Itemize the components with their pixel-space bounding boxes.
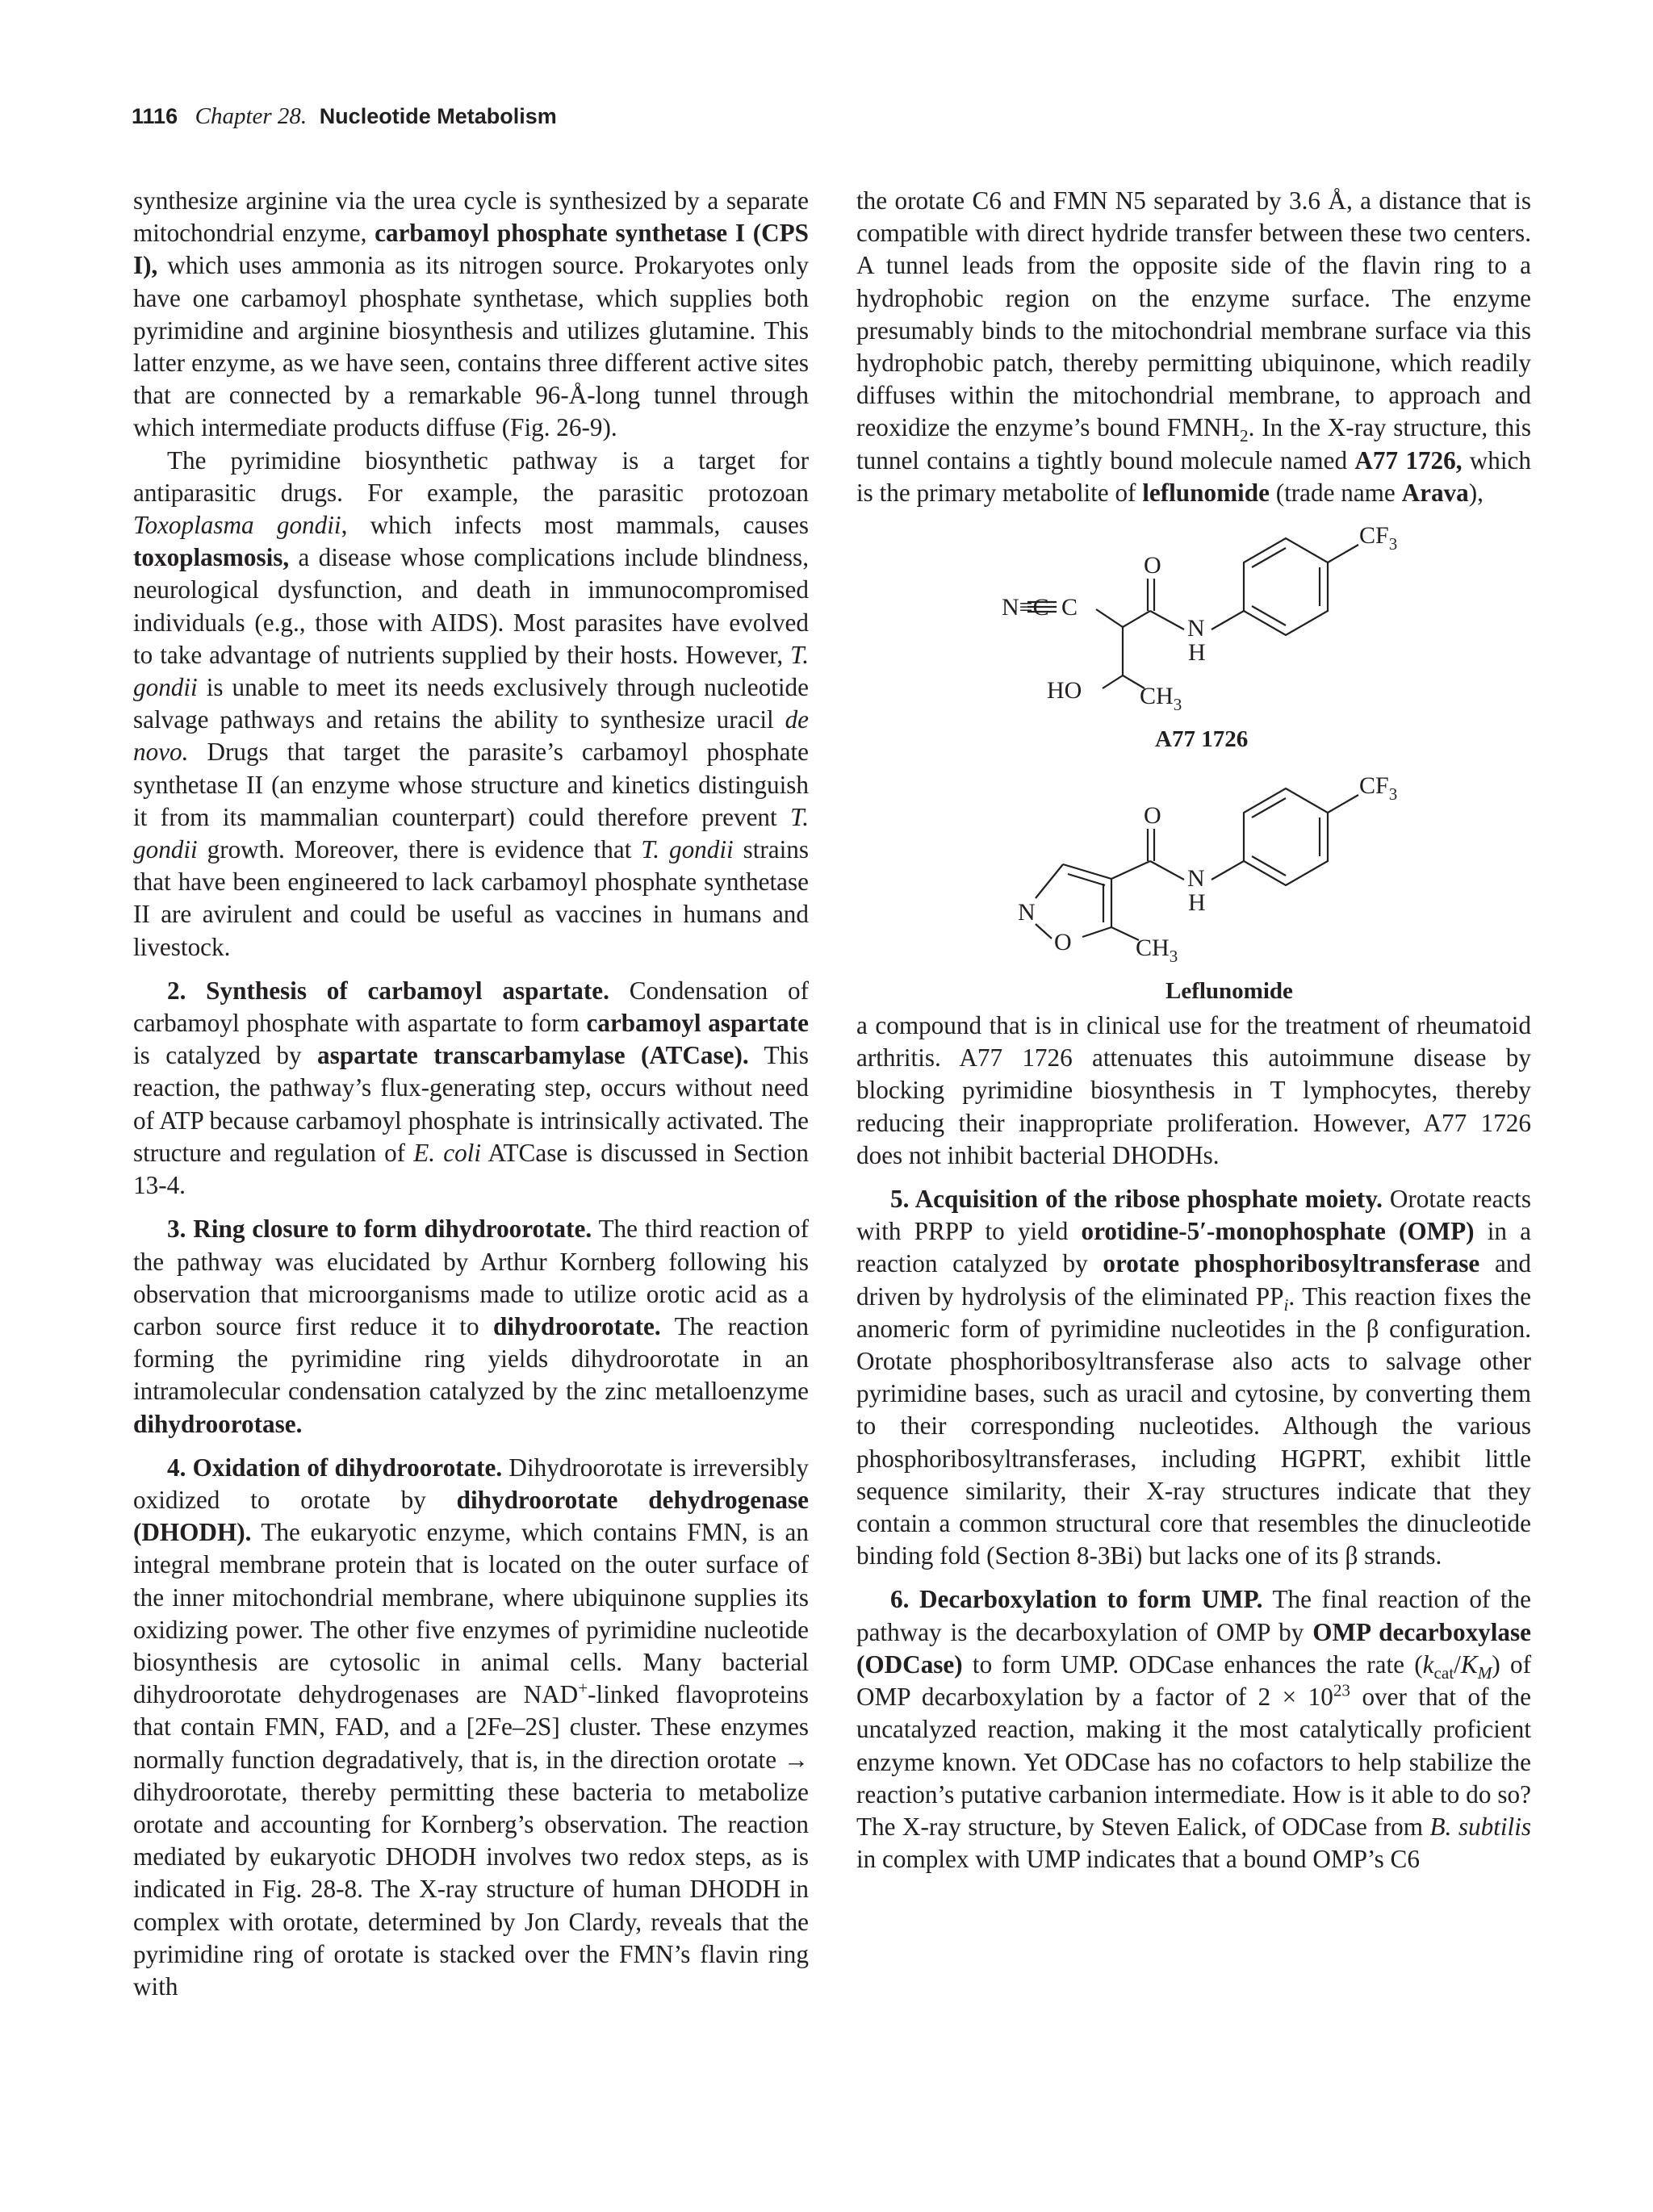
left-column [133, 185, 809, 2003]
running-header [132, 103, 557, 130]
structure-a77-1726 [856, 509, 1531, 759]
amide-n-label: N [1187, 615, 1205, 642]
paragraph: 2. Synthesis of carbamoyl aspartate. Condensation of carbamoyl phosphate with aspartate to form carbamoyl aspartate is catalyzed by aspartate transcarbamylase (ATCase). This reaction, the pathway’s flux-generating step, occurs without need of ATP because carbamoyl phosphate is intrinsically activated. The structure and regulation of E. coli ATCase is discussed in Section 13-4. [133, 976, 810, 1200]
page-number: 1116 [132, 104, 178, 128]
paragraph: 5. Acquisition of the ribose phosphate moiety. Orotate reacts with PRPP to yield orotidine-5′-monophosphate (OMP) in a reaction catalyzed by orotate phosphoribosyltransferase and driven by hydrolysis of the eliminated $PP_i$. This reaction fixes the anomeric form of pyrimidine nucleotides in the β configuration. Orotate phosphoribosyltransferase also acts to salvage other pyrimidine bases, such as uracil and cytosine, by converting them to their corresponding nucleotides. Although the various phosphoribosyltransferases, including HGPRT, exhibit little sequence similarity, their X-ray structures indicate that they contain a common structural core that resembles the dinucleotide binding fold (Section 8-3Bi) but lacks one of its β strands. [856, 1185, 1532, 1570]
paragraph: 4. Oxidation of dihydroorotate. Dihydroorotate is irreversibly oxidized to orotate by dihydroorotate dehydrogenase (DHODH). The eukaryotic enzyme, which contains FMN, is an integral membrane protein that is located on the outer surface of the inner mitochondrial membrane, where ubiquinone supplies its oxidizing power. The other five enzymes of pyrimidine nucleotide biosynthesis are cytosolic in animal cells. Many bacterial dihydroorotate dehydrogenases are NAD+-linked flavoproteins that contain FMN, FAD, and a [2Fe–2S] cluster. These enzymes normally function degradatively, that is, in the direction orotate → dihydroorotate, thereby permitting these bacteria to metabolize orotate and accounting for Kornberg’s observation. The reaction mediated by eukaryotic DHODH involves two redox steps, as is indicated in Fig. 28-8. The X-ray structure of human DHODH in complex with orotate, determined by Jon Clardy, reveals that the pyrimidine ring of orotate is stacked over the FMN’s flavin ring with [133, 1453, 810, 2001]
right-column [856, 185, 1531, 1875]
paragraph: synthesize arginine via the urea cycle is synthesized by a separate mitochondrial enzyme, carbamoyl phosphate synthetase I (CPS I), which uses ammonia as its nitrogen source. Prokaryotes only have one carbamoyl phosphate synthetase, which supplies both pyrimidine and arginine biosynthesis and utilizes glutamine. This latter enzyme, as we have seen, contains three different active sites that are connected by a remarkable 96-Å-long tunnel through which intermediate products diffuse (Fig. 26-9). [133, 186, 809, 442]
cf3-label: $CF_3$ [1359, 522, 1398, 554]
leflunomide-diagram [856, 759, 1531, 1010]
carbonyl-o-label: O [1144, 552, 1161, 579]
methyl-label: $CH_3$ [1136, 935, 1178, 967]
paragraph: 6. Decarboxylation to form UMP. The final reaction of the pathway is the decarboxylation of OMP by OMP decarboxylase (ODCase) to form UMP. ODCase enhances the rate $(k_{cat}/K_M)$ of OMP decarboxylation by a factor of $2 \times 10^{23}$ over that of the uncatalyzed reaction, making it the most catalytically proficient enzyme known. Yet ODCase has no cofactors to help stabilize the reaction’s putative carbanion intermediate. How is it able to do so? The X-ray structure, by Steven Ealick, of ODCase from B. subtilis in complex with UMP indicates that a bound OMP’s C6 [856, 1585, 1532, 1874]
paragraph: the orotate C6 and FMN N5 separated by 3.6 Å, a distance that is compatible with direct hydride transfer between these two centers. A tunnel leads from the opposite side of the flavin ring to a hydrophobic region on the enzyme surface. The enzyme presumably binds to the mitochondrial membrane surface via this hydrophobic patch, thereby permitting ubiquinone, which readily diffuses within the mitochondrial membrane, to approach and reoxidize the enzyme’s bound $FMNH_2$. In the X-ray structure, this tunnel contains a tightly bound molecule named A77 1726, which is the primary metabolite of leflunomide (trade name Arava), [856, 186, 1532, 507]
leflunomide-caption: Leflunomide [1165, 978, 1293, 1005]
amide-h-label: H [1188, 639, 1206, 667]
nitrile-label: N≡C [1002, 594, 1049, 621]
paragraph: The pyrimidine biosynthetic pathway is a target for antiparasitic drugs. For example, the parasitic protozoan Toxoplasma gondii, which infects most mammals, causes toxoplasmosis, a disease whose complications include blindness, neurological dysfunction, and death in immunocompromised individuals (e.g., those with AIDS). Most parasites have evolved to take advantage of nutrients supplied by their hosts. However, T. gondii is unable to meet its needs exclusively through nucleotide salvage pathways and retains the ability to synthesize uracil de novo. Drugs that target the parasite’s carbamoyl phosphate synthetase II (an enzyme whose structure and kinetics distinguish it from its mammalian counterpart) could therefore prevent T. gondii growth. Moreover, there is evidence that T. gondii strains that have been engineered to lack carbamoyl phosphate synthetase II are avirulent and could be useful as vaccines in humans and livestock. [133, 445, 809, 961]
carbonyl-o-label: O [1144, 802, 1161, 830]
ring-o-label: O [1054, 929, 1072, 956]
a77-1726-diagram [856, 509, 1531, 759]
amide-n-label: N [1187, 865, 1205, 893]
ring-n-label: N [1018, 899, 1036, 926]
amide-h-label: H [1188, 889, 1206, 917]
structure-leflunomide [856, 759, 1531, 1010]
cf3-label: $CF_3$ [1359, 772, 1398, 805]
a77-caption: A77 1726 [1155, 726, 1249, 753]
nitrile-c-label: C [1061, 594, 1078, 621]
methyl-label: $CH_3$ [1140, 683, 1182, 715]
chapter-title: Nucleotide Metabolism [319, 104, 557, 128]
paragraph: a compound that is in clinical use for the treatment of rheumatoid arthritis. A77 1726 attenuates this autoimmune disease by blocking pyrimidine biosynthesis in T lymphocytes, thereby reducing their inappropriate proliferation. However, A77 1726 does not inhibit bacterial DHODHs. [856, 1011, 1531, 1169]
hydroxyl-label: HO [1047, 677, 1082, 705]
paragraph: 3. Ring closure to form dihydroorotate. The third reaction of the pathway was elucidated by Arthur Kornberg following his observation that microorganisms made to utilize orotic acid as a carbon source first reduce it to dihydroorotate. The reaction forming the pyrimidine ring yields dihydroorotate in an intramolecular condensation catalyzed by the zinc metalloenzyme dihydroorotase. [133, 1215, 809, 1438]
chapter-label: Chapter 28. [195, 103, 308, 129]
